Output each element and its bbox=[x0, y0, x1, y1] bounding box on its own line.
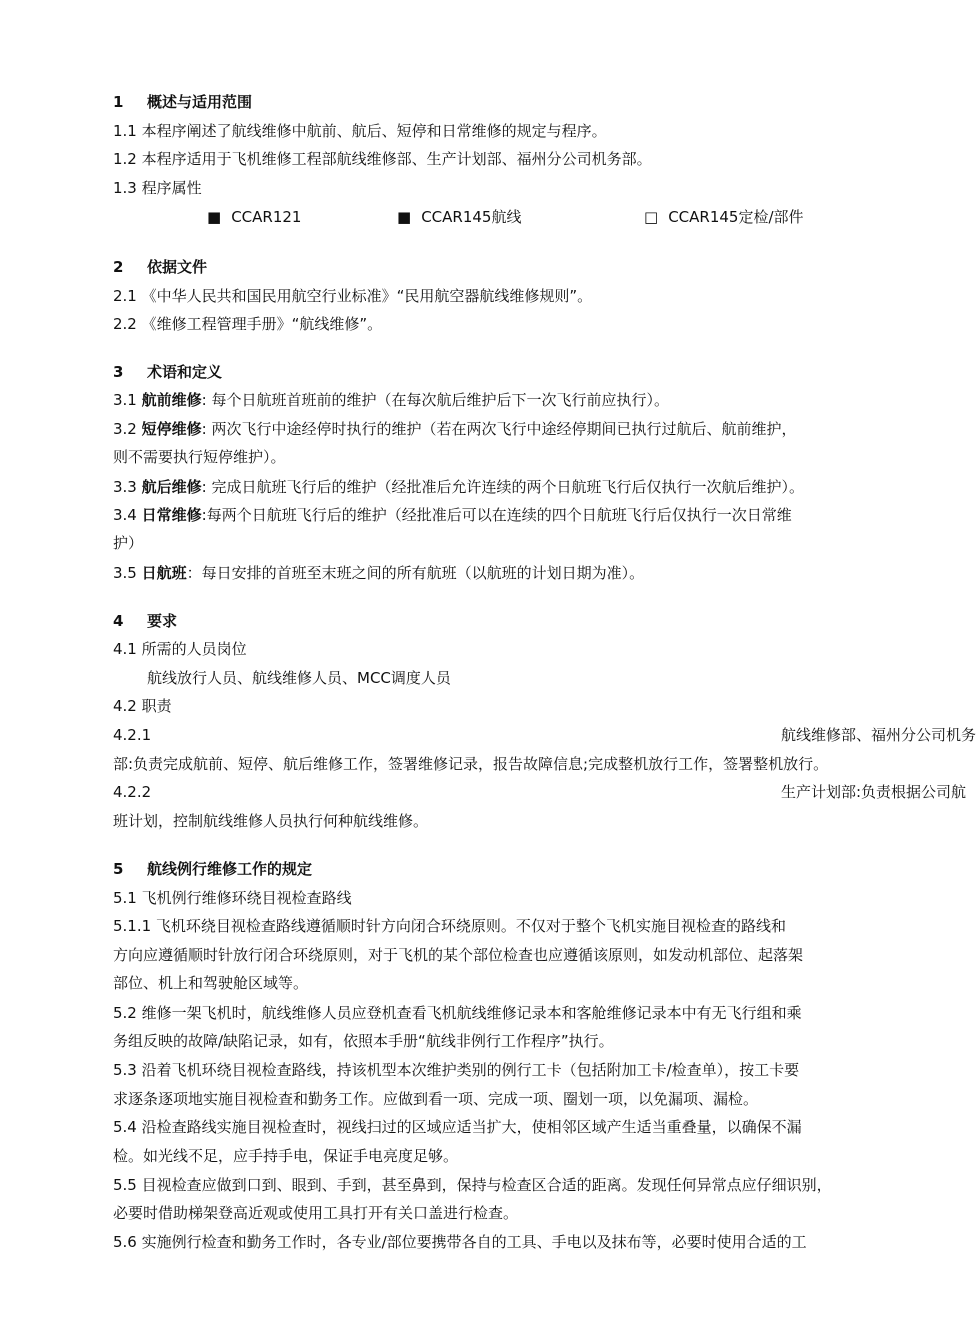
paragraph-2-1: 2.1 《中华人民共和国民用航空行业标准》“民用航空器航线维修规则”。 bbox=[113, 287, 593, 305]
section-4-heading bbox=[113, 611, 888, 631]
paragraph-4-2-2-cont: 班计划，控制航线维修人员执行何种航线维修。 bbox=[113, 812, 429, 830]
term: 航前维修 bbox=[141, 391, 202, 409]
section-number: 4 bbox=[113, 612, 124, 630]
paragraph-1-2: 1.2 本程序适用于飞机维修工程部航线维修部、生产计划部、福州分公司机务部。 bbox=[113, 150, 652, 168]
section-title: 概述与适用范围 bbox=[147, 93, 253, 111]
paragraph-2-2: 2.2 《维修工程管理手册》“航线维修”。 bbox=[113, 315, 383, 333]
term: 航后维修 bbox=[141, 478, 202, 496]
section-number: 3 bbox=[113, 363, 124, 381]
paragraph-1-3: 1.3 程序属性 bbox=[113, 179, 202, 197]
empty-square-icon: □ bbox=[644, 208, 659, 226]
paragraph-5-5-line2: 必要时借助梯架登高近观或使用工具打开有关口盖进行检查。 bbox=[113, 1204, 519, 1222]
section-number: 1 bbox=[113, 93, 124, 111]
section-title: 依据文件 bbox=[147, 258, 208, 276]
paragraph-4-2: 4.2 职责 bbox=[113, 697, 172, 715]
paragraph-5-1-1-line1: 5.1.1 飞机环绕目视检查路线遵循顺时针方向闭合环绕原则。不仅对于整个飞机实施目视检查的路线和 bbox=[113, 917, 786, 935]
attr-ccar145-check: □ CCAR145定检/部件 bbox=[644, 208, 804, 226]
section-5-heading bbox=[113, 859, 888, 879]
paragraph-4-2-1-cont: 部:负责完成航前、短停、航后维修工作，签署维修记录，报告故障信息;完成整机放行工作，签署整机放行。 bbox=[113, 755, 829, 773]
paragraph-5-5-line1: 5.5 目视检查应做到口到、眼到、手到，甚至鼻到，保持与检查区合适的距离。发现任何异常点应仔细识别， bbox=[113, 1176, 832, 1194]
paragraph-5-3-line1: 5.3 沿着飞机环绕目视检查路线，持该机型本次维护类别的例行工卡（包括附加工卡/检查单），按工卡要 bbox=[113, 1061, 800, 1079]
paragraph-5-4-line1: 5.4 沿检查路线实施目视检查时，视线扫过的区域应适当扩大，使相邻区域产生适当重叠量，以确保不漏 bbox=[113, 1118, 802, 1136]
paragraph-4-1-roles: 航线放行人员、航线维修人员、MCC调度人员 bbox=[147, 669, 451, 687]
paragraph-5-3-line2: 求逐条逐项地实施目视检查和勤务工作。应做到看一项、完成一项、圈划一项，以免漏项、漏检。 bbox=[113, 1090, 759, 1108]
definition-3-4: 3.4 日常维修:每两个日航班飞行后的维护（经批准后可以在连续的四个日航班飞行后仅执行一次日常维 bbox=[113, 506, 792, 524]
definition-3-4-cont: 护） bbox=[113, 534, 144, 552]
term: 短停维修 bbox=[141, 420, 202, 438]
term: 日常维修 bbox=[141, 506, 202, 524]
section-title: 要求 bbox=[147, 612, 178, 630]
section-3-heading bbox=[113, 362, 888, 382]
section-title: 航线例行维修工作的规定 bbox=[147, 860, 313, 878]
filled-square-icon: ■ bbox=[207, 208, 222, 226]
attr-ccar121: ■ CCAR121 bbox=[207, 208, 302, 226]
paragraph-1-1: 1.1 本程序阐述了航线维修中航前、航后、短停和日常维修的规定与程序。 bbox=[113, 122, 607, 140]
paragraph-5-1-1-line2: 方向应遵循顺时针放行闭合环绕原则，对于飞机的某个部位检查也应遵循该原则，如发动机部位、起落架 bbox=[113, 946, 804, 964]
paragraph-5-6-line1: 5.6 实施例行检查和勤务工作时，各专业/部位要携带各自的工具、手电以及抹布等，必要时使用合适的工 bbox=[113, 1233, 807, 1251]
filled-square-icon: ■ bbox=[397, 208, 412, 226]
definition-3-2: 3.2 短停维修: 两次飞行中途经停时执行的维护（若在两次飞行中途经停期间已执行过航后、航前维护， bbox=[113, 420, 797, 438]
attr-ccar145-line: ■ CCAR145航线 bbox=[397, 208, 522, 226]
term: 日航班 bbox=[141, 564, 187, 582]
paragraph-4-1: 4.1 所需的人员岗位 bbox=[113, 640, 247, 658]
section-number: 5 bbox=[113, 860, 124, 878]
section-2-heading bbox=[113, 257, 888, 277]
paragraph-5-4-line2: 检。如光线不足，应手持手电，保证手电亮度足够。 bbox=[113, 1147, 459, 1165]
paragraph-5-1: 5.1 飞机例行维修环绕目视检查路线 bbox=[113, 889, 352, 907]
definition-3-1: 3.1 航前维修: 每个日航班首班前的维护（在每次航后维护后下一次飞行前应执行）。 bbox=[113, 391, 669, 409]
section-title: 术语和定义 bbox=[147, 363, 223, 381]
definition-3-2-cont: 则不需要执行短停维护）。 bbox=[113, 448, 286, 466]
definition-3-5: 3.5 日航班：每日安排的首班至末班之间的所有航班（以航班的计划日期为准）。 bbox=[113, 564, 645, 582]
definition-3-3: 3.3 航后维修: 完成日航班飞行后的维护（经批准后允许连续的两个日航班飞行后仅执行一次航后维护）。 bbox=[113, 478, 804, 496]
paragraph-4-2-2: 4.2.2 生产计划部:负责根据公司航 bbox=[113, 783, 967, 801]
paragraph-5-2-line2: 务组反映的故障/缺陷记录，如有，依照本手册“航线非例行工作程序”执行。 bbox=[113, 1032, 614, 1050]
paragraph-4-2-1: 4.2.1 航线维修部、福州分公司机务 bbox=[113, 726, 976, 744]
paragraph-5-2-line1: 5.2 维修一架飞机时，航线维修人员应登机查看飞机航线维修记录本和客舱维修记录本中有无飞行组和乘 bbox=[113, 1004, 802, 1022]
section-1-heading bbox=[113, 92, 888, 112]
section-number: 2 bbox=[113, 258, 124, 276]
paragraph-5-1-1-line3: 部位、机上和驾驶舱区域等。 bbox=[113, 974, 309, 992]
